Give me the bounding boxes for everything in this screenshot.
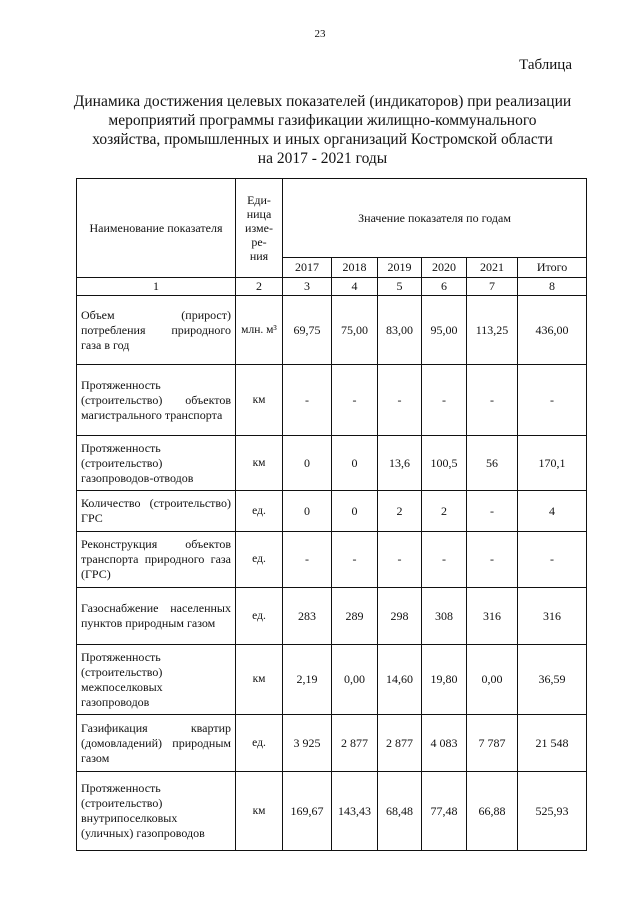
header-year: 2018: [332, 258, 378, 278]
indicator-name: Реконструкция объектов транспорта природного газа (ГРС): [77, 532, 236, 588]
total-cell: 21 548: [518, 715, 587, 772]
title-line: мероприятий программы газификации жилищно-коммунального: [108, 112, 537, 129]
total-cell: 170,1: [518, 436, 587, 491]
table-row: [77, 645, 587, 715]
indicator-unit: ед.: [236, 491, 283, 532]
value-cell: 0: [332, 491, 378, 532]
indicator-name: Объем (прирост) потребления природного газа в год: [77, 296, 236, 365]
value-cell: 75,00: [332, 296, 378, 365]
total-cell: 436,00: [518, 296, 587, 365]
value-cell: 56: [467, 436, 518, 491]
value-cell: -: [467, 532, 518, 588]
indicator-unit: ед.: [236, 588, 283, 645]
value-cell: 0: [283, 491, 332, 532]
value-cell: 2: [422, 491, 467, 532]
value-cell: 289: [332, 588, 378, 645]
value-cell: 283: [283, 588, 332, 645]
value-cell: 113,25: [467, 296, 518, 365]
column-number-row: [77, 278, 587, 296]
indicator-unit: млн. м³: [236, 296, 283, 365]
value-cell: 0: [332, 436, 378, 491]
value-cell: 13,6: [378, 436, 422, 491]
value-cell: -: [467, 365, 518, 436]
table-row: [77, 715, 587, 772]
value-cell: -: [283, 365, 332, 436]
page-number: 23: [314, 28, 326, 40]
value-cell: 95,00: [422, 296, 467, 365]
indicator-name: Протяженность (строительство) газопроводов-отводов: [77, 436, 236, 491]
indicator-unit: ед.: [236, 532, 283, 588]
column-number: 5: [378, 278, 422, 296]
indicator-unit: км: [236, 436, 283, 491]
table-caption: Таблица: [519, 57, 572, 73]
column-number: 7: [467, 278, 518, 296]
value-cell: 3 925: [283, 715, 332, 772]
value-cell: 83,00: [378, 296, 422, 365]
value-cell: -: [467, 491, 518, 532]
title-line: на 2017 - 2021 годы: [257, 150, 388, 167]
header-unit: Еди- ница изме- ре- ния: [236, 179, 283, 278]
indicators-table: [76, 178, 587, 851]
total-cell: 36,59: [518, 645, 587, 715]
column-number: 6: [422, 278, 467, 296]
value-cell: 2 877: [378, 715, 422, 772]
column-number: 4: [332, 278, 378, 296]
title-line: хозяйства, промышленных и иных организаций Костромской области: [92, 131, 553, 148]
header-total: Итого: [518, 258, 587, 278]
value-cell: -: [283, 532, 332, 588]
value-cell: 69,75: [283, 296, 332, 365]
header-values-by-year: Значение показателя по годам: [283, 179, 587, 258]
indicator-unit: ед.: [236, 715, 283, 772]
value-cell: 316: [467, 588, 518, 645]
value-cell: 143,43: [332, 772, 378, 851]
value-cell: 169,67: [283, 772, 332, 851]
total-cell: 525,93: [518, 772, 587, 851]
value-cell: -: [422, 532, 467, 588]
value-cell: -: [422, 365, 467, 436]
value-cell: 308: [422, 588, 467, 645]
value-cell: -: [332, 532, 378, 588]
indicator-name: Газификация квартир (домовладений) природным газом: [77, 715, 236, 772]
indicator-unit: км: [236, 365, 283, 436]
table-row: [77, 296, 587, 365]
indicator-name: Протяженность (строительство) внутрипоселковых (уличных) газопроводов: [77, 772, 236, 851]
table-row: [77, 365, 587, 436]
indicator-unit: км: [236, 645, 283, 715]
value-cell: 2,19: [283, 645, 332, 715]
total-cell: 4: [518, 491, 587, 532]
total-cell: 316: [518, 588, 587, 645]
indicator-name: Газоснабжение населенных пунктов природным газом: [77, 588, 236, 645]
total-cell: -: [518, 365, 587, 436]
header-indicator-name: Наименование показателя: [77, 179, 236, 278]
header-year: 2021: [467, 258, 518, 278]
value-cell: 77,48: [422, 772, 467, 851]
value-cell: 0,00: [467, 645, 518, 715]
value-cell: -: [378, 365, 422, 436]
table-row: [77, 588, 587, 645]
total-cell: -: [518, 532, 587, 588]
indicator-name: Протяженность (строительство) объектов магистрального транспорта: [77, 365, 236, 436]
column-number: 3: [283, 278, 332, 296]
column-number: 1: [77, 278, 236, 296]
table-row: [77, 491, 587, 532]
document-title: [60, 92, 585, 168]
table-row: [77, 532, 587, 588]
header-year: 2020: [422, 258, 467, 278]
value-cell: 7 787: [467, 715, 518, 772]
header-year: 2019: [378, 258, 422, 278]
value-cell: -: [378, 532, 422, 588]
value-cell: -: [332, 365, 378, 436]
table-row: [77, 436, 587, 491]
column-number: 2: [236, 278, 283, 296]
value-cell: 0,00: [332, 645, 378, 715]
value-cell: 19,80: [422, 645, 467, 715]
title-line: Динамика достижения целевых показателей (индикаторов) при реализации: [73, 93, 572, 110]
value-cell: 298: [378, 588, 422, 645]
value-cell: 2: [378, 491, 422, 532]
value-cell: 66,88: [467, 772, 518, 851]
indicator-name: Протяженность (строительство) межпоселковых газопроводов: [77, 645, 236, 715]
header-year: 2017: [283, 258, 332, 278]
value-cell: 4 083: [422, 715, 467, 772]
value-cell: 2 877: [332, 715, 378, 772]
value-cell: 100,5: [422, 436, 467, 491]
table-row: [77, 772, 587, 851]
value-cell: 0: [283, 436, 332, 491]
value-cell: 14,60: [378, 645, 422, 715]
column-number: 8: [518, 278, 587, 296]
indicator-name: Количество (строительство) ГРС: [77, 491, 236, 532]
indicator-unit: км: [236, 772, 283, 851]
value-cell: 68,48: [378, 772, 422, 851]
